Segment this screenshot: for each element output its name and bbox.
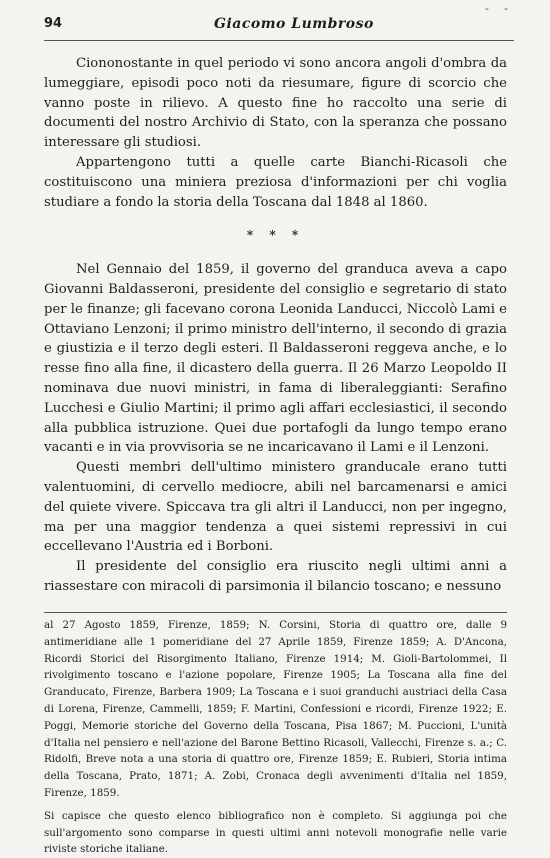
main-text	[44, 54, 507, 597]
paragraph-2: Appartengono tutti a quelle carte Bianchi-Ricasoli che costituiscono una miniera preziosa d'informazioni per chi voglia studiare a fondo la storia della Toscana dal 1848 al 1860.	[44, 154, 507, 210]
paragraph-4: Questi membri dell'ultimo ministero granducale erano tutti valentuomini, di cervello mediocre, abili nel barcamenarsi e amici del quiete vivere. Spiccava tra gli altri il Landucci, non per ingegno, ma per una maggior tendenza a quei sistemi repressivi in cui eccellevano l'Austria ed i Borboni.	[44, 460, 507, 555]
paragraph-3: Nel Gennaio del 1859, il governo del granduca aveva a capo Giovanni Baldasseroni, presidente del consiglio e segretario di stato per le finanze; gli facevano corona Leonida Landucci, Niccolò Lami e Ottaviano Lenzoni; il primo ministro dell'interno, il secondo di grazia e giustizia e il terzo degli esteri. Il Baldasseroni reggeva anche, e lo resse fino alla fine, il dicastero della guerra. Il 26 Marzo Leopoldo II nominava due nuovi ministri, in fama di liberaleggianti: Serafino Lucchesi e Giulio Martini; il primo agli affari ecclesiastici, il secondo alla pubblica istruzione. Quei due portafogli da lungo tempo erano vacanti e in via provvisoria se ne incaricavano il Lami e il Lenzoni.	[44, 262, 507, 456]
footnote-notice: Si capisce che questo elenco bibliografico non è completo. Si aggiunga poi che sull'argomento sono comparse in questi ultimi anni notevoli monografie nelle varie riviste storiche italiane.	[44, 809, 507, 856]
paragraph-5: Il presidente del consiglio era riuscito negli ultimi anni a riassestare con miracoli di parsimonia il bilancio toscano; e nessuno	[44, 559, 507, 594]
footnotes	[44, 612, 507, 858]
header-dashes: - -	[485, 2, 514, 15]
page-number: 94	[44, 16, 63, 31]
footnote-bibliography: al 27 Agosto 1859, Firenze, 1859; N. Corsini, Storia di quattro ore, dalle 9 antimeridiane alle 1 pomeridiane del 27 Aprile 1859, Firenze 1859; A. D'Ancona, Ricordi Storici del Risorgimento Italiano, Firenze 1914; M. Gioli-Bartolommei, Il rivolgimento toscano e l'azione popolare, Firenze 1905; La Toscana alla fine del Granducato, Firenze, Barbera 1909; La Toscana e i suoi granduchi austriaci della Casa di Lorena, Firenze, Cammelli, 1859; F. Martini, Confessioni e ricordi, Firenze 1922; E. Poggi, Memorie storiche del Governo della Toscana, Pisa 1867; M. Puccioni, L'unità d'Italia nel pensiero e nell'azione del Barone Bettino Ricasoli, Vallecchi, Firenze s. a.; C. Ridolfi, Breve nota a una storia di quattro ore, Firenze 1859; E. Rubieri, Storia intima della Toscana, Prato, 1871; A. Zobi, Cronaca degli avvenimenti d'Italia nel 1859, Firenze, 1859.	[44, 619, 507, 799]
running-head: Giacomo Lumbroso	[214, 16, 374, 32]
paragraph-1: Ciononostante in quel periodo vi sono ancora angoli d'ombra da lumeggiare, episodi poco noti da riesumare, figure di scorcio che vanno poste in rilievo. A questo fine ho raccolto una serie di documenti del nostro Archivio di Stato, con la speranza che possano interessare gli studiosi.	[44, 56, 507, 151]
page-header	[44, 2, 514, 41]
section-separator: * * *	[246, 228, 305, 243]
